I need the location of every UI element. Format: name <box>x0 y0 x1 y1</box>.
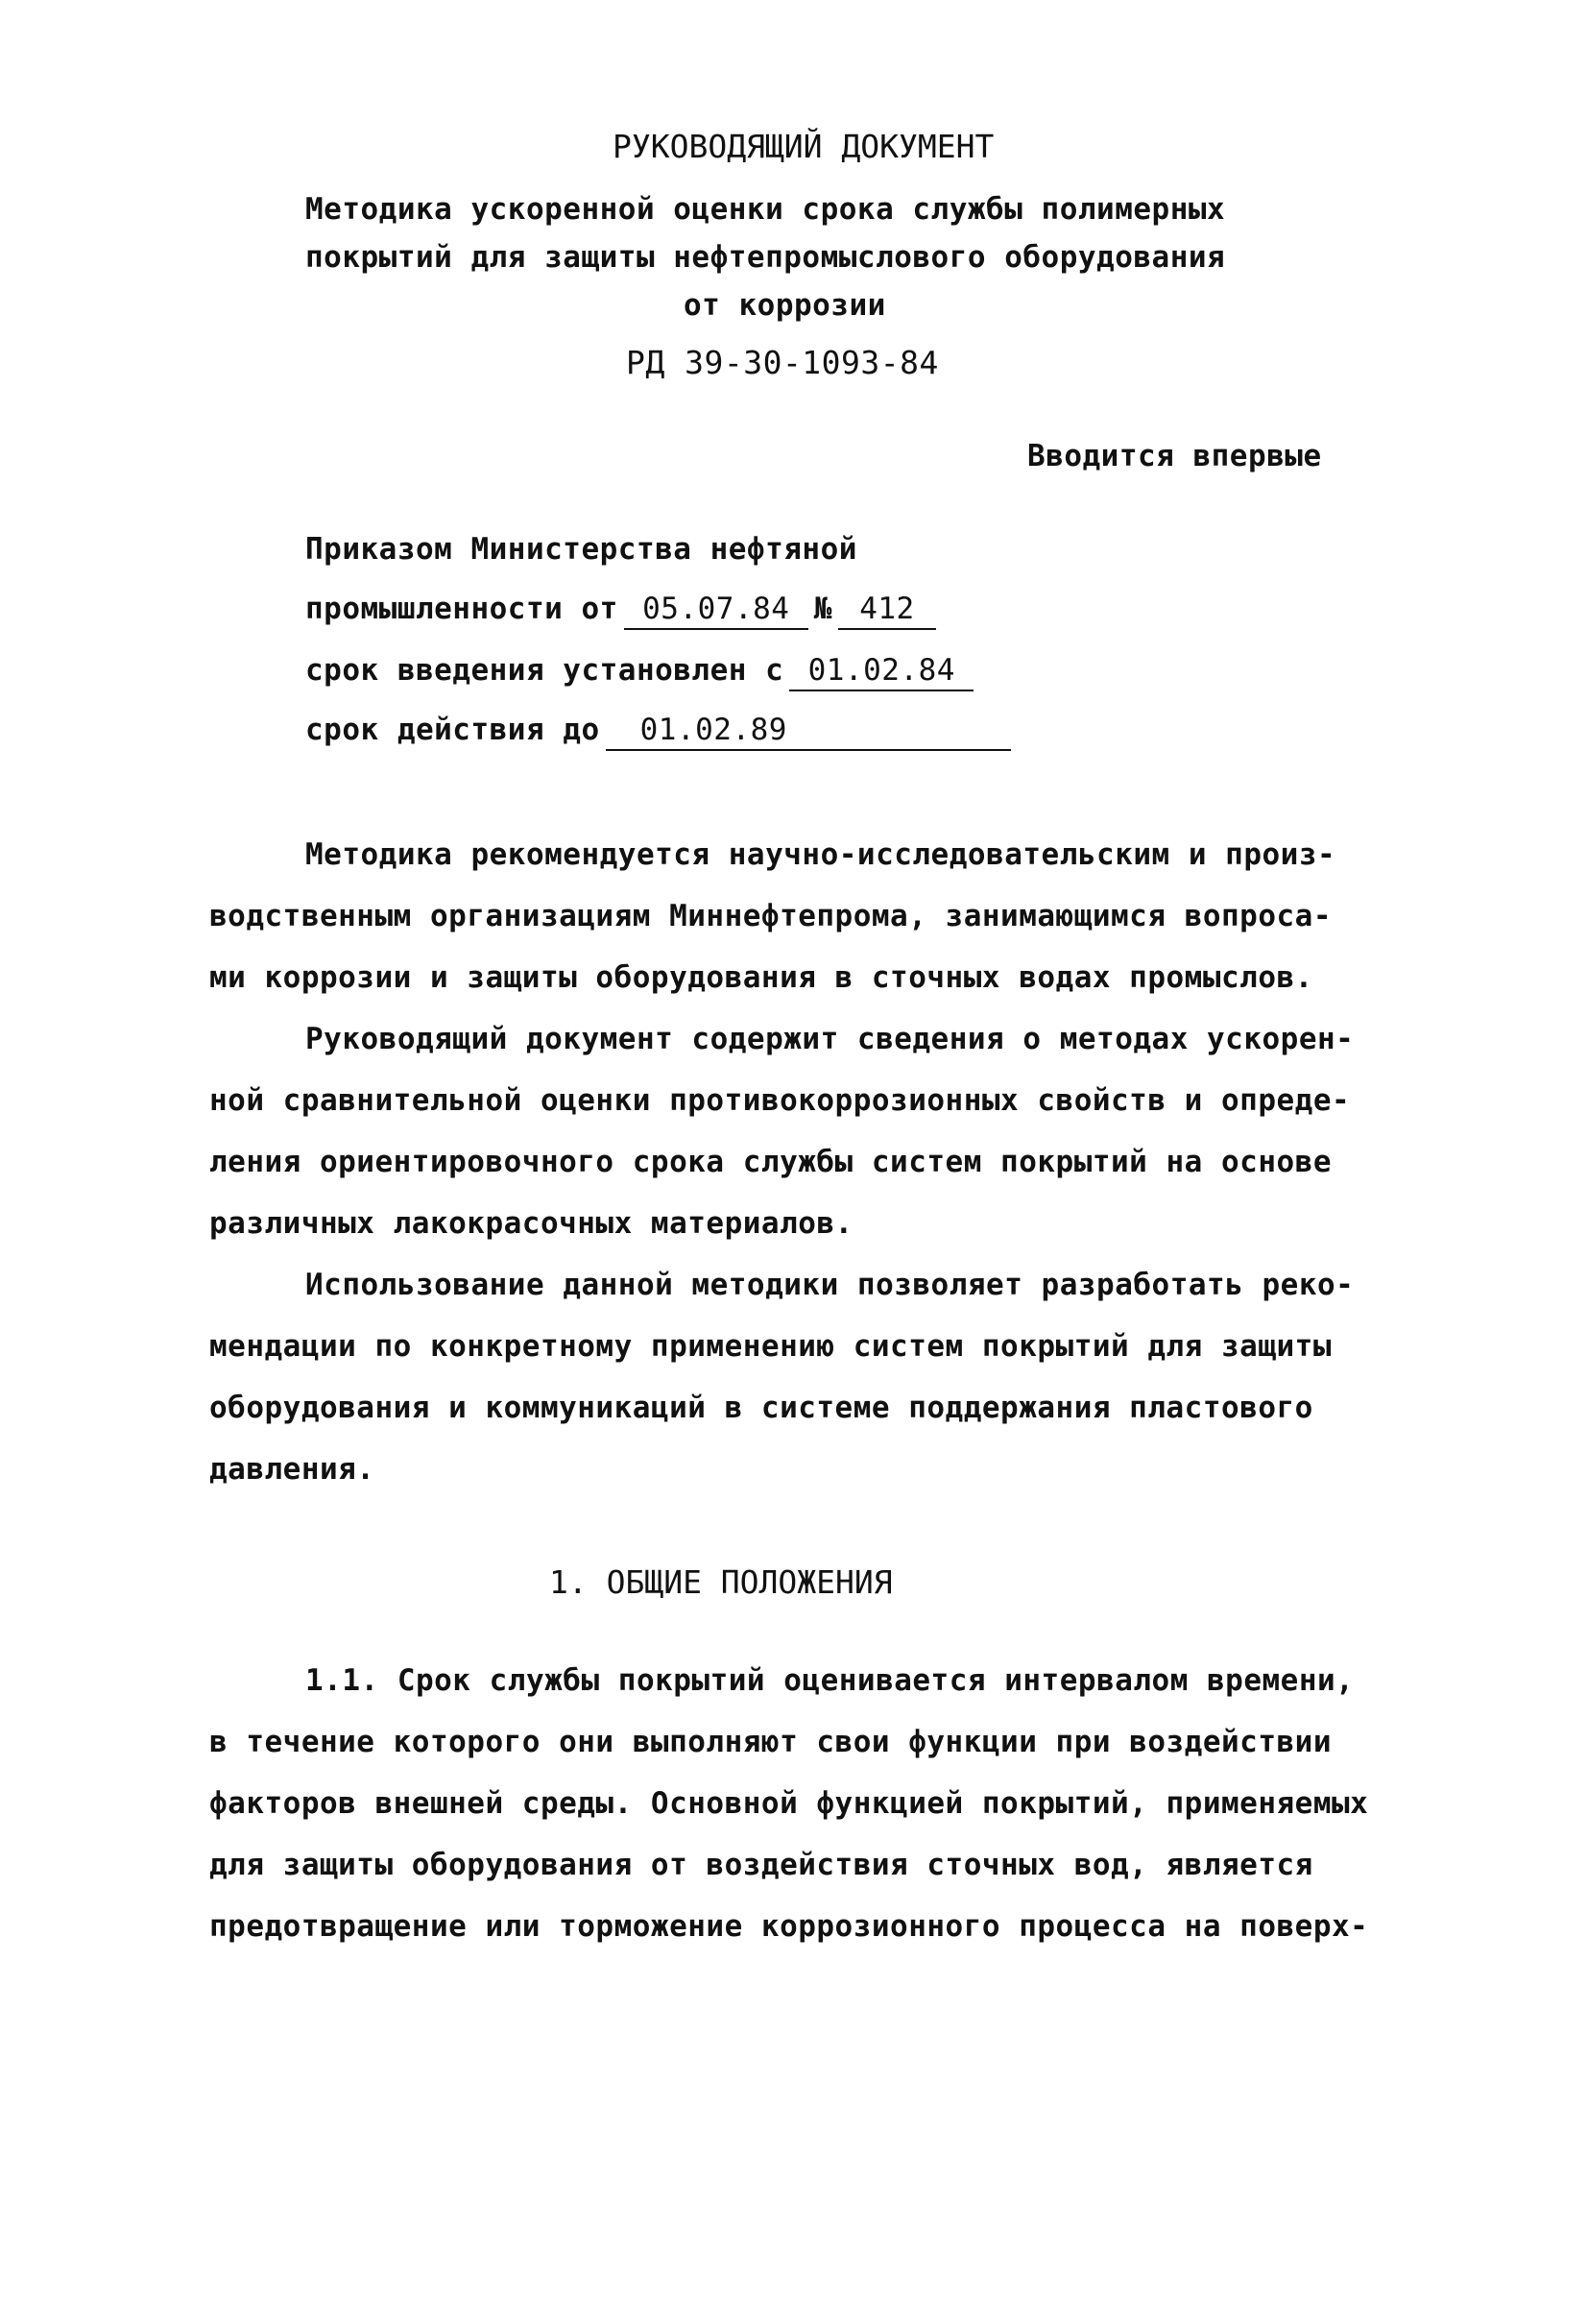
paragraph-1-line-1: Методика рекомендуется научно-исследовательским и произ- <box>305 837 1336 872</box>
paragraph-3-line-1: Использование данной методики позволяет разработать реко- <box>305 1268 1355 1302</box>
paragraph-2-line-4: различных лакокрасочных материалов. <box>209 1206 854 1241</box>
end-date: 01.02.89 <box>606 711 1011 751</box>
order-line-2 <box>305 590 942 630</box>
order-line-4 <box>305 711 1017 751</box>
document-type-heading: РУКОВОДЯЩИЙ ДОКУМЕНТ <box>613 128 995 165</box>
paragraph-1-line-3: ми коррозии и защиты оборудования в сточных водах промыслов. <box>209 960 1313 995</box>
document-number: РД 39-30-1093-84 <box>626 344 939 381</box>
section-heading: 1. ОБЩИЕ ПОЛОЖЕНИЯ <box>549 1563 893 1601</box>
number-sign: № <box>813 592 832 626</box>
title-line-1: Методика ускоренной оценки срока службы полимерных <box>305 192 1226 227</box>
order-line-3 <box>305 651 979 691</box>
paragraph-1-line-2: водственным организациям Миннефтепрома, занимающимся вопроса- <box>209 899 1332 933</box>
start-date: 01.02.84 <box>789 651 974 691</box>
title-line-2: покрытий для защиты нефтепромыслового оборудования <box>305 240 1226 275</box>
section-1-1-line-5: предотвращение или торможение коррозионного процесса на поверх- <box>209 1909 1369 1944</box>
paragraph-3-line-4: давления. <box>209 1452 375 1487</box>
paragraph-3-line-3: оборудования и коммуникаций в системе поддержания пластового <box>209 1391 1313 1425</box>
paragraph-2-line-1: Руководящий документ содержит сведения о методах ускорен- <box>305 1022 1355 1056</box>
intro-note: Вводится впервые <box>1027 439 1322 473</box>
order-date-prefix: промышленности от <box>305 592 618 626</box>
start-date-prefix: срок введения установлен с <box>305 653 784 688</box>
order-line-1: Приказом Министерства нефтяной <box>305 532 857 567</box>
paragraph-2-line-3: ления ориентировочного срока службы систем покрытий на основе <box>209 1145 1332 1179</box>
order-date: 05.07.84 <box>624 590 808 630</box>
paragraph-2-line-2: ной сравнительной оценки противокоррозионных свойств и опреде- <box>209 1083 1351 1118</box>
section-1-1-line-4: для защиты оборудования от воздействия сточных вод, является <box>209 1848 1313 1882</box>
order-number: 412 <box>838 590 936 630</box>
section-1-1-line-1: 1.1. Срок службы покрытий оценивается интервалом времени, <box>305 1663 1355 1698</box>
end-date-prefix: срок действия до <box>305 713 600 747</box>
title-line-3: от коррозии <box>684 288 886 323</box>
section-1-1-line-2: в течение которого они выполняют свои функции при воздействии <box>209 1725 1332 1759</box>
paragraph-3-line-2: мендации по конкретному применению систем покрытий для защиты <box>209 1329 1332 1364</box>
section-1-1-line-3: факторов внешней среды. Основной функцией покрытий, применяемых <box>209 1786 1369 1821</box>
